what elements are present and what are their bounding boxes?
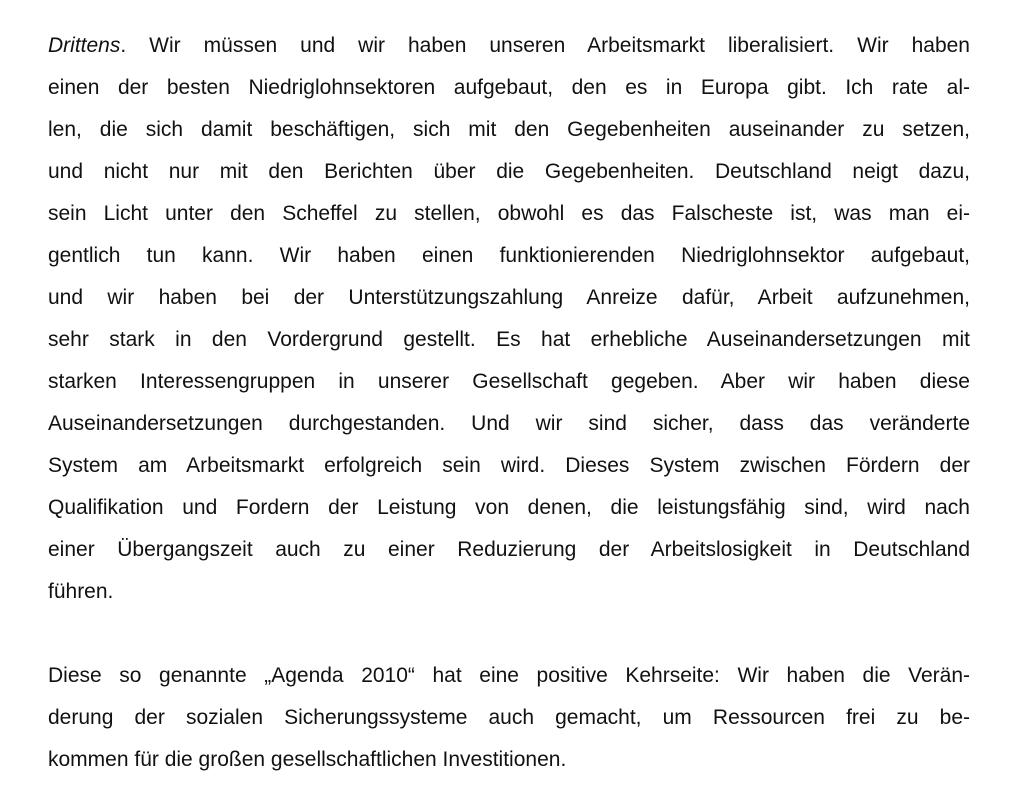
- text-line: [48, 25, 970, 67]
- text-line-last: kommen für die großen gesellschaftlichen Investitionen.: [48, 748, 567, 771]
- lead-word: Drittens: [48, 34, 121, 57]
- document-page: [48, 25, 970, 781]
- paragraph-1: [48, 25, 970, 613]
- text-line: Qualifikation und Fordern der Leistung von denen, die leistungsfähig sind, wird nach: [48, 496, 970, 519]
- text-line: starken Interessengruppen in unserer Gesellschaft gegeben. Aber wir haben diese: [48, 370, 970, 393]
- text-line: sein Licht unter den Scheffel zu stellen, obwohl es das Falscheste ist, was man ei-: [48, 202, 970, 225]
- text-line: gentlich tun kann. Wir haben einen funktionierenden Niedriglohnsektor aufgebaut,: [48, 244, 970, 267]
- text-line: len, die sich damit beschäftigen, sich mit den Gegebenheiten auseinander zu setzen,: [48, 118, 970, 141]
- text-line: einer Übergangszeit auch zu einer Reduzierung der Arbeitslosigkeit in Deutschland: [48, 538, 970, 561]
- line-text: . Wir müssen und wir haben unseren Arbeitsmarkt liberalisiert. Wir haben: [120, 34, 970, 57]
- text-line: einen der besten Niedriglohnsektoren aufgebaut, den es in Europa gibt. Ich rate al-: [48, 76, 970, 99]
- paragraph-2: [48, 655, 970, 781]
- text-line: Auseinandersetzungen durchgestanden. Und wir sind sicher, dass das veränderte: [48, 412, 970, 435]
- text-line: und nicht nur mit den Berichten über die Gegebenheiten. Deutschland neigt dazu,: [48, 160, 970, 183]
- text-line: Diese so genannte „Agenda 2010“ hat eine positive Kehrseite: Wir haben die Verän-: [48, 664, 970, 687]
- text-line: und wir haben bei der Unterstützungszahlung Anreize dafür, Arbeit aufzunehmen,: [48, 286, 970, 309]
- text-line-last: führen.: [48, 580, 114, 603]
- text-line: derung der sozialen Sicherungssysteme auch gemacht, um Ressourcen frei zu be-: [48, 706, 970, 729]
- text-line: sehr stark in den Vordergrund gestellt. Es hat erhebliche Auseinandersetzungen mit: [48, 328, 970, 351]
- paragraph-spacer: [48, 613, 970, 655]
- text-line: System am Arbeitsmarkt erfolgreich sein wird. Dieses System zwischen Fördern der: [48, 454, 970, 477]
